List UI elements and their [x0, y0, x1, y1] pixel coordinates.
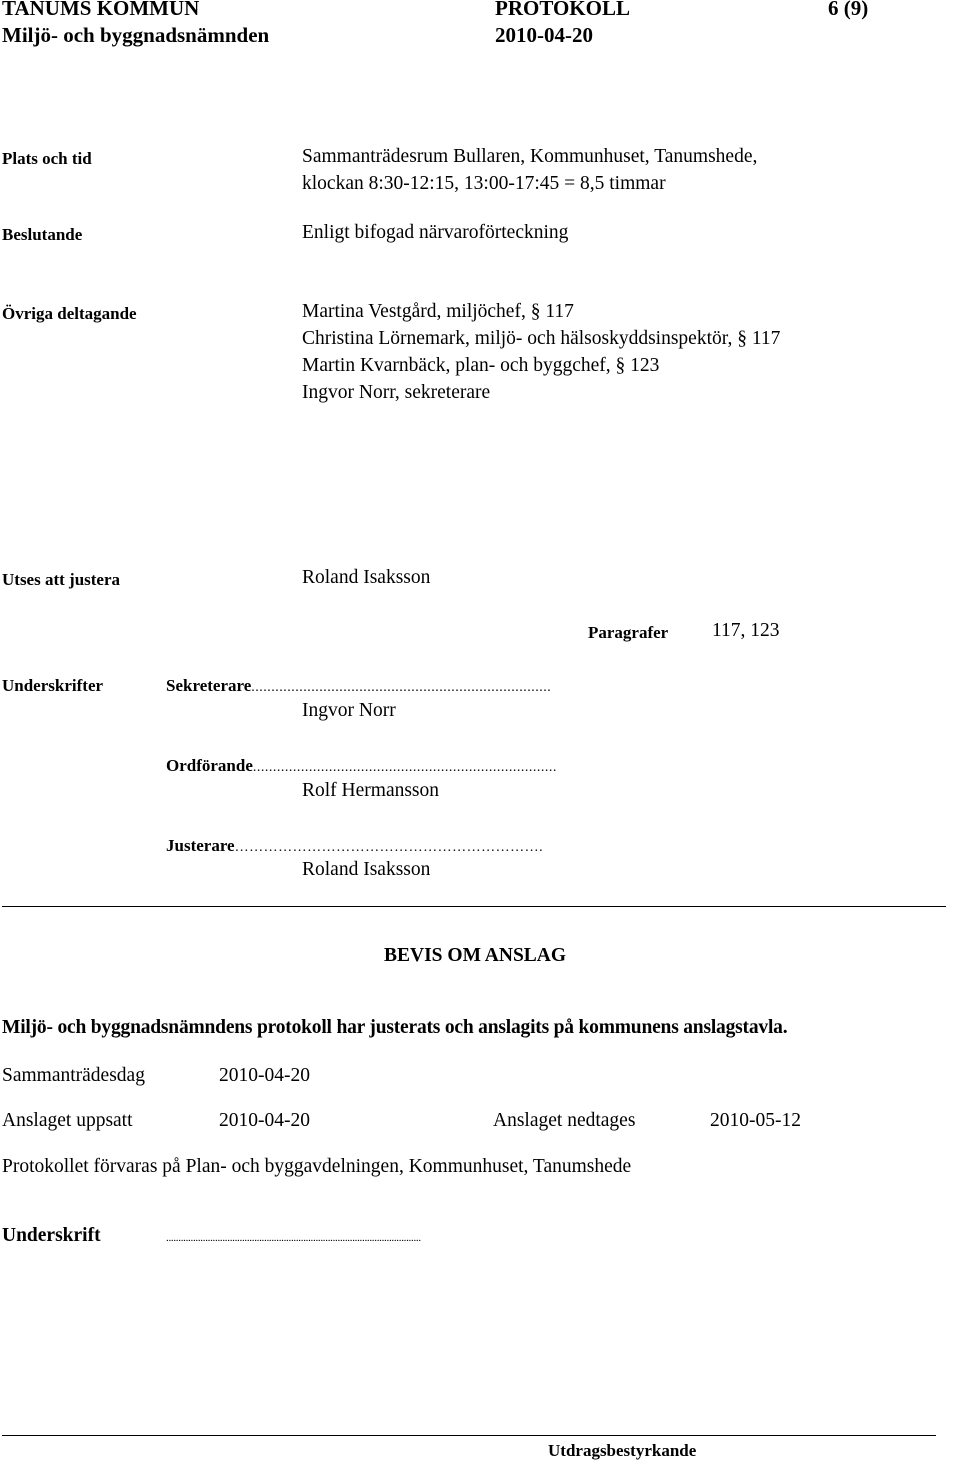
signature-name-adjuster: Roland Isaksson	[302, 859, 431, 880]
notice-statement: Miljö- och byggnadsnämndens protokoll har justerats och anslagits på kommunens anslagstavla.	[2, 1017, 788, 1038]
adjuster-value: Roland Isaksson	[302, 567, 431, 588]
deciding-value: Enligt bifogad närvaroförteckning	[302, 222, 569, 243]
footer-rule	[2, 1435, 936, 1436]
removed-date: 2010-05-12	[710, 1110, 801, 1131]
signature-chair	[166, 756, 557, 776]
meeting-date-label: Sammanträdesdag	[2, 1065, 145, 1086]
deciding-label: Beslutande	[2, 225, 83, 244]
signature-dots: ……………………………………………………….	[234, 840, 544, 855]
document-type: PROTOKOLL	[495, 0, 630, 20]
removed-label: Anslaget nedtages	[493, 1110, 636, 1131]
others-label: Övriga deltagande	[2, 304, 137, 323]
paragraphs-label: Paragrafer	[588, 623, 669, 642]
signature-role: Ordförande	[166, 756, 253, 775]
other-participant-3: Martin Kvarnbäck, plan- och byggchef, § 123	[302, 355, 660, 376]
committee-name: Miljö- och byggnadsnämnden	[2, 23, 270, 47]
posted-date: 2010-04-20	[219, 1110, 310, 1131]
other-participant-2: Christina Lörnemark, miljö- och hälsoskyddsinspektör, § 117	[302, 328, 781, 349]
signature-dots: ...........................................................................	[251, 680, 552, 695]
storage-statement: Protokollet förvaras på Plan- och byggavdelningen, Kommunhuset, Tanumshede	[2, 1156, 632, 1177]
signatures-label: Underskrifter	[2, 676, 104, 695]
signature-role: Justerare	[166, 836, 235, 855]
other-participant-1: Martina Vestgård, miljöchef, § 117	[302, 301, 574, 322]
place-line-1: Sammanträdesrum Bullaren, Kommunhuset, Tanumshede,	[302, 146, 758, 167]
signature-line: ........................................................................................................	[166, 1232, 421, 1244]
section-divider	[2, 906, 946, 907]
signature-name-chair: Rolf Hermansson	[302, 780, 440, 801]
municipality-name: TANUMS KOMMUN	[2, 0, 200, 20]
adjuster-label: Utses att justera	[2, 570, 121, 589]
signature-adjuster	[166, 836, 543, 856]
place-label: Plats och tid	[2, 149, 92, 168]
other-participant-4: Ingvor Norr, sekreterare	[302, 382, 491, 403]
document-date: 2010-04-20	[495, 23, 593, 47]
meeting-date-value: 2010-04-20	[219, 1065, 310, 1086]
page-number: 6 (9)	[828, 0, 869, 20]
signature-secretary	[166, 676, 551, 696]
place-line-2: klockan 8:30-12:15, 13:00-17:45 = 8,5 timmar	[302, 173, 666, 194]
signature-name-secretary: Ingvor Norr	[302, 700, 396, 721]
footer-label: Utdragsbestyrkande	[548, 1441, 697, 1460]
posted-label: Anslaget uppsatt	[2, 1110, 133, 1131]
signature-dots: ............................................................................	[252, 760, 557, 775]
notice-title: BEVIS OM ANSLAG	[384, 945, 567, 966]
paragraphs-value: 117, 123	[712, 620, 780, 641]
signature-role: Sekreterare	[166, 676, 252, 695]
signature-label: Underskrift	[2, 1225, 101, 1246]
